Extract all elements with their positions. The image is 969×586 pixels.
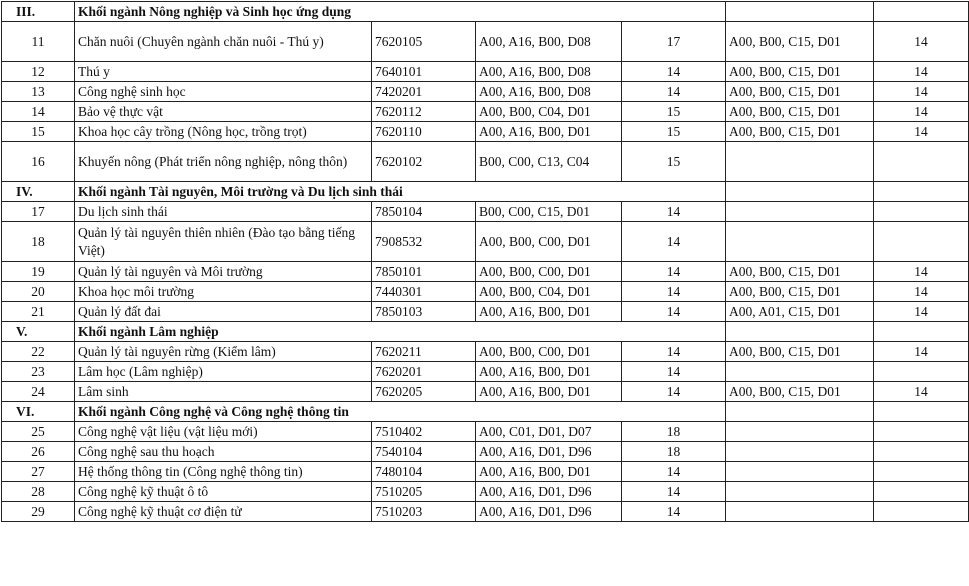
section-title: Khối ngành Tài nguyên, Môi trường và Du lịch sinh thái [75, 182, 726, 202]
subject-combo-2: A00, B00, C15, D01 [726, 342, 874, 362]
row-number: 17 [2, 202, 75, 222]
score-1: 14 [622, 382, 726, 402]
major-code: 7850103 [372, 302, 476, 322]
subject-combo-2: A00, B00, C15, D01 [726, 82, 874, 102]
section-title: Khối ngành Công nghệ và Công nghệ thông tin [75, 402, 726, 422]
row-number: 13 [2, 82, 75, 102]
score-2 [874, 422, 969, 442]
section-title: Khối ngành Nông nghiệp và Sinh học ứng dụng [75, 2, 726, 22]
row-number: 25 [2, 422, 75, 442]
major-name: Quản lý tài nguyên và Môi trường [75, 262, 372, 282]
subject-combo-2 [726, 142, 874, 182]
major-name: Bảo vệ thực vật [75, 102, 372, 122]
row-number: 20 [2, 282, 75, 302]
row-number: 19 [2, 262, 75, 282]
table-row [2, 422, 969, 442]
major-name: Quản lý đất đai [75, 302, 372, 322]
score-2 [874, 442, 969, 462]
score-1: 14 [622, 362, 726, 382]
subject-combo-2: A00, B00, C15, D01 [726, 382, 874, 402]
score-1: 14 [622, 262, 726, 282]
table-row [2, 342, 969, 362]
major-name: Quản lý tài nguyên rừng (Kiểm lâm) [75, 342, 372, 362]
section-row [2, 182, 969, 202]
major-name: Hệ thống thông tin (Công nghệ thông tin) [75, 462, 372, 482]
subject-combo-2: A00, B00, C15, D01 [726, 262, 874, 282]
major-code: 7620211 [372, 342, 476, 362]
major-code: 7620110 [372, 122, 476, 142]
score-1: 14 [622, 302, 726, 322]
table-row [2, 22, 969, 62]
subject-combo-1: A00, A16, B00, D08 [476, 82, 622, 102]
row-number: 15 [2, 122, 75, 142]
subject-combo-2 [726, 202, 874, 222]
table-row [2, 262, 969, 282]
subject-combo-2: A00, B00, C15, D01 [726, 102, 874, 122]
major-name: Công nghệ sau thu hoạch [75, 442, 372, 462]
score-1: 14 [622, 482, 726, 502]
subject-combo-1: A00, A16, B00, D01 [476, 122, 622, 142]
subject-combo-1: A00, A16, D01, D96 [476, 502, 622, 522]
major-code: 7480104 [372, 462, 476, 482]
section-number: V. [2, 322, 75, 342]
table-row [2, 382, 969, 402]
section-number: VI. [2, 402, 75, 422]
major-name: Lâm sinh [75, 382, 372, 402]
subject-combo-1: A00, A16, B00, D08 [476, 22, 622, 62]
empty-cell [874, 402, 969, 422]
subject-combo-2: A00, B00, C15, D01 [726, 22, 874, 62]
section-row [2, 2, 969, 22]
admission-table [1, 1, 969, 522]
major-code: 7510205 [372, 482, 476, 502]
score-2 [874, 502, 969, 522]
table-row [2, 462, 969, 482]
score-1: 14 [622, 82, 726, 102]
major-code: 7510402 [372, 422, 476, 442]
row-number: 28 [2, 482, 75, 502]
major-name: Khoa học cây trồng (Nông học, trồng trọt) [75, 122, 372, 142]
score-2: 14 [874, 262, 969, 282]
score-1: 14 [622, 342, 726, 362]
table-row [2, 82, 969, 102]
score-1: 14 [622, 222, 726, 262]
major-name: Quản lý tài nguyên thiên nhiên (Đào tạo bằng tiếng Việt) [75, 222, 372, 262]
empty-cell [726, 402, 874, 422]
table-row [2, 142, 969, 182]
subject-combo-2: A00, B00, C15, D01 [726, 282, 874, 302]
score-2: 14 [874, 62, 969, 82]
empty-cell [726, 182, 874, 202]
subject-combo-1: A00, B00, C00, D01 [476, 342, 622, 362]
major-name: Công nghệ sinh học [75, 82, 372, 102]
subject-combo-2 [726, 462, 874, 482]
table-row [2, 122, 969, 142]
empty-cell [726, 322, 874, 342]
score-2 [874, 222, 969, 262]
major-name: Công nghệ kỹ thuật cơ điện tử [75, 502, 372, 522]
row-number: 26 [2, 442, 75, 462]
subject-combo-1: A00, C01, D01, D07 [476, 422, 622, 442]
score-2 [874, 142, 969, 182]
score-2 [874, 482, 969, 502]
table-row [2, 282, 969, 302]
subject-combo-2: A00, B00, C15, D01 [726, 122, 874, 142]
subject-combo-1: B00, C00, C15, D01 [476, 202, 622, 222]
subject-combo-2 [726, 442, 874, 462]
major-code: 7510203 [372, 502, 476, 522]
score-2 [874, 362, 969, 382]
score-1: 15 [622, 102, 726, 122]
major-code: 7620105 [372, 22, 476, 62]
score-1: 14 [622, 62, 726, 82]
subject-combo-1: A00, A16, B00, D08 [476, 62, 622, 82]
major-code: 7540104 [372, 442, 476, 462]
major-name: Du lịch sinh thái [75, 202, 372, 222]
table-row [2, 362, 969, 382]
score-2: 14 [874, 382, 969, 402]
major-code: 7850104 [372, 202, 476, 222]
row-number: 27 [2, 462, 75, 482]
subject-combo-1: A00, B00, C00, D01 [476, 262, 622, 282]
score-1: 14 [622, 502, 726, 522]
major-name: Thú y [75, 62, 372, 82]
score-1: 17 [622, 22, 726, 62]
major-name: Khuyến nông (Phát triển nông nghiệp, nông thôn) [75, 142, 372, 182]
table-row [2, 302, 969, 322]
table-row [2, 222, 969, 262]
row-number: 18 [2, 222, 75, 262]
subject-combo-1: B00, C00, C13, C04 [476, 142, 622, 182]
major-name: Công nghệ vật liệu (vật liệu mới) [75, 422, 372, 442]
subject-combo-1: A00, B00, C04, D01 [476, 282, 622, 302]
subject-combo-1: A00, A16, B00, D01 [476, 362, 622, 382]
subject-combo-1: A00, A16, B00, D01 [476, 302, 622, 322]
score-1: 14 [622, 202, 726, 222]
major-name: Chăn nuôi (Chuyên ngành chăn nuôi - Thú y) [75, 22, 372, 62]
subject-combo-2 [726, 422, 874, 442]
major-name: Lâm học (Lâm nghiệp) [75, 362, 372, 382]
row-number: 29 [2, 502, 75, 522]
row-number: 14 [2, 102, 75, 122]
score-2: 14 [874, 102, 969, 122]
score-1: 14 [622, 282, 726, 302]
subject-combo-2 [726, 502, 874, 522]
major-code: 7620102 [372, 142, 476, 182]
score-2: 14 [874, 342, 969, 362]
table-row [2, 62, 969, 82]
section-row [2, 402, 969, 422]
row-number: 11 [2, 22, 75, 62]
table-row [2, 482, 969, 502]
subject-combo-1: A00, B00, C00, D01 [476, 222, 622, 262]
score-2: 14 [874, 282, 969, 302]
subject-combo-1: A00, A16, B00, D01 [476, 382, 622, 402]
subject-combo-2 [726, 482, 874, 502]
score-2: 14 [874, 302, 969, 322]
row-number: 16 [2, 142, 75, 182]
score-2: 14 [874, 122, 969, 142]
score-2: 14 [874, 22, 969, 62]
major-code: 7850101 [372, 262, 476, 282]
score-1: 15 [622, 122, 726, 142]
score-1: 14 [622, 462, 726, 482]
table-row [2, 502, 969, 522]
row-number: 12 [2, 62, 75, 82]
major-name: Khoa học môi trường [75, 282, 372, 302]
empty-cell [874, 2, 969, 22]
major-code: 7640101 [372, 62, 476, 82]
table-row [2, 442, 969, 462]
row-number: 24 [2, 382, 75, 402]
section-number: III. [2, 2, 75, 22]
subject-combo-1: A00, B00, C04, D01 [476, 102, 622, 122]
subject-combo-2 [726, 362, 874, 382]
empty-cell [726, 2, 874, 22]
section-number: IV. [2, 182, 75, 202]
table-row [2, 202, 969, 222]
subject-combo-2: A00, B00, C15, D01 [726, 62, 874, 82]
score-1: 18 [622, 422, 726, 442]
major-code: 7908532 [372, 222, 476, 262]
empty-cell [874, 182, 969, 202]
score-2 [874, 462, 969, 482]
major-code: 7620205 [372, 382, 476, 402]
score-1: 15 [622, 142, 726, 182]
major-code: 7620112 [372, 102, 476, 122]
row-number: 22 [2, 342, 75, 362]
major-code: 7620201 [372, 362, 476, 382]
score-2 [874, 202, 969, 222]
major-code: 7420201 [372, 82, 476, 102]
empty-cell [874, 322, 969, 342]
major-code: 7440301 [372, 282, 476, 302]
subject-combo-2 [726, 222, 874, 262]
row-number: 21 [2, 302, 75, 322]
subject-combo-2: A00, A01, C15, D01 [726, 302, 874, 322]
score-1: 18 [622, 442, 726, 462]
section-title: Khối ngành Lâm nghiệp [75, 322, 726, 342]
row-number: 23 [2, 362, 75, 382]
section-row [2, 322, 969, 342]
subject-combo-1: A00, A16, B00, D01 [476, 462, 622, 482]
table-row [2, 102, 969, 122]
major-name: Công nghệ kỹ thuật ô tô [75, 482, 372, 502]
subject-combo-1: A00, A16, D01, D96 [476, 482, 622, 502]
table-body [2, 2, 969, 522]
subject-combo-1: A00, A16, D01, D96 [476, 442, 622, 462]
score-2: 14 [874, 82, 969, 102]
